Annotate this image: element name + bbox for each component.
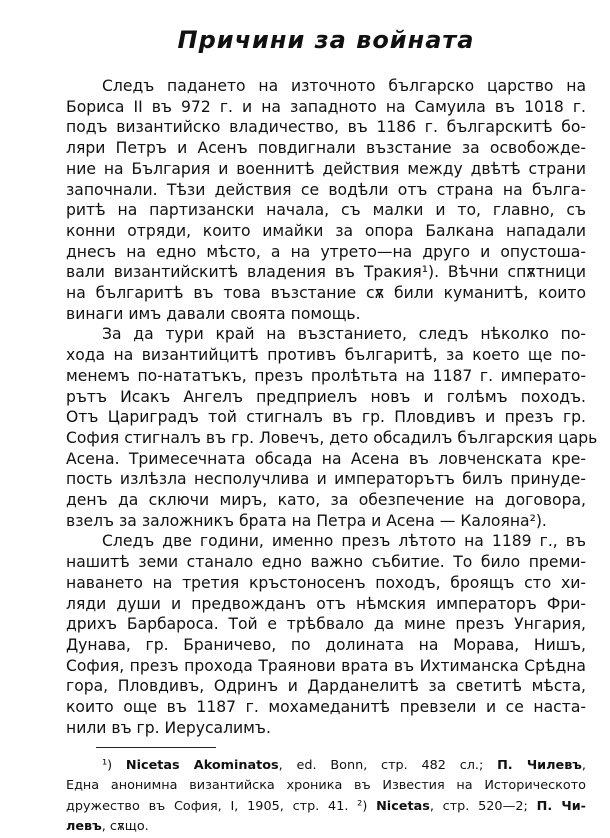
page [66,26,598,838]
paragraph-1 [66,76,586,324]
text-line: вали византийскитѣ владения въ Тракия¹). Вѣчни спѫтници [66,263,586,282]
text-line: рътъ Исакъ Ангелъ предприелъ новъ и голѣмъ походъ. [66,387,586,406]
footnote-author: П. Чилевъ [497,757,582,773]
text-line: Следъ падането на източното българско царство на [102,77,586,95]
text-line: хода на византийцитѣ противъ българитѣ, за което ще по- [66,346,586,365]
footnote-line [66,817,586,838]
text-line: взелъ за заложникъ брата на Петра и Асена — Калояна²). [66,511,547,530]
footnote-text: , стр. 520—2; [429,798,537,814]
text-line: пость излѣзла несполучлива и императорътъ билъ принуде- [66,470,586,489]
footnote-line [66,797,586,818]
text-line: дрихъ Барбароса. Той е трѣбвало да мине презъ Унгария, [66,615,586,634]
footnote-line: Една анонимна византийска хроника въ Известия на Историческото [66,778,586,794]
text-line: ляди души и предвожданъ отъ нѣмския императоръ Фри- [66,594,586,613]
paragraph-2 [66,324,598,531]
text-line: менемъ по-нататъкъ, презъ пролѣтьта на 1187 г. императо- [66,366,586,385]
text-line: днесъ на едно мѣсто, а на утрето—на друго и опустоша- [66,242,586,261]
footnote-divider [96,747,216,748]
text-line: За да тури край на възстанието, следъ нѣколко по- [102,325,586,344]
text-line: нили въ гр. Иерусалимъ. [66,718,271,737]
page-title: Причини за войната [177,26,475,54]
text-line: които още въ 1187 г. мохамеданитѣ превзели и се наста- [66,698,586,717]
footnote-marker: ¹) [102,757,126,773]
text-line: Следъ две години, именно презъ лѣтото на 1189 г., въ [102,532,586,551]
text-line: Бориса II въ 972 г. и на западното на Самуила въ 1018 г. [66,97,586,116]
text-line: Отъ Цариградъ той стигналъ въ гр. Пловдивъ и презъ гр. [66,408,586,427]
footnote-text: дружество въ София, I, 1905, стр. 41. ²) [66,798,377,814]
text-line: наването на третия кръстоносенъ походъ, броящъ сто хи- [66,573,586,592]
footnote-text: , ed. Bonn, стр. 482 сл.; [278,757,498,773]
text-line: ляри Петръ и Асенъ повдигнали възстание за освобожде- [66,139,586,158]
text-line: ние на България и военнитѣ действия между двѣтѣ страни [66,159,586,178]
footnote-text: , [581,757,586,773]
text-line: Асена. Тримесечната обсада на Асена въ ловченската кре- [66,449,586,468]
paragraph-3 [66,531,586,738]
text-line: гора, Пловдивъ, Одринъ и Дарданелитѣ за светитѣ мѣста, [66,677,586,696]
footnote-author: Nicetas [376,798,430,814]
footnote-author: П. Чи- [536,798,586,814]
text-line: София, презъ прохода Траянови врата въ Ихтиманска Срѣдна [66,656,586,675]
text-line: нашитѣ земи станало едно важно събитие. То било преми- [66,553,586,572]
text-line: Дунава, гр. Браничево, по долината на Морава, Нишъ, [66,635,586,654]
footnote-text: , сѫщо. [101,819,149,835]
text-line: подъ византийско владичество, въ 1186 г. българскитѣ бо- [66,118,586,137]
text-line: започнали. Тѣзи действия се водѣли отъ страна на бълга- [66,180,586,199]
text-line: ритѣ на партизански начала, съ малки и то, главно, съ [66,201,586,220]
footnote-author: Nicetas Akominatos [125,757,279,773]
text-line: винаги имъ давали своята помощь. [66,304,361,323]
text-line: София стигналъ въ гр. Ловечъ, дето обсадилъ българския царь [66,428,598,447]
footnote-line [66,756,586,777]
text-line: на българитѣ въ това възстание сѫ били куманитѣ, които [66,284,586,303]
footnotes [66,756,586,838]
text-line: конни отряди, които имайки за опора Балкана нападали [66,221,586,240]
text-line: денъ да сключи миръ, като, за обезпечение на договора, [66,491,586,510]
footnote-author: левъ [66,819,102,835]
